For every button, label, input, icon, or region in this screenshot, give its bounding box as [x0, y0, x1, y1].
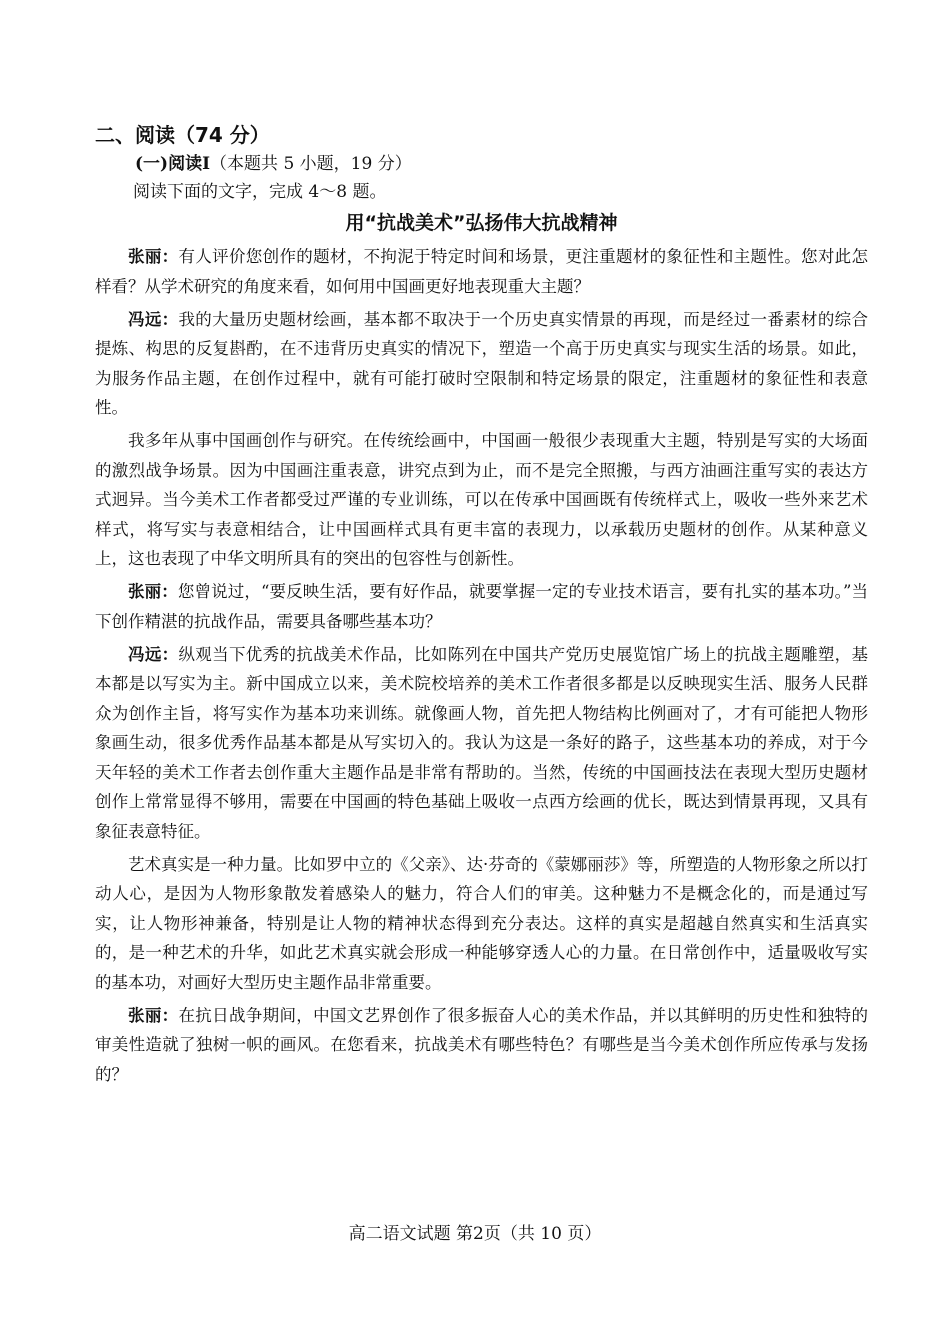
page-content — [95, 120, 868, 1093]
dialogue-paragraph — [95, 640, 868, 847]
speaker-label: 冯远： — [128, 309, 179, 329]
dialogue-paragraph — [95, 426, 868, 574]
paragraph-text: 您曾说过，“要反映生活，要有好作品，就要掌握一定的专业技术语言，要有扎实的基本功。”当下创作精湛的抗战作品，需要具备哪些基本功？ — [95, 582, 868, 631]
dialogue-paragraph — [95, 1001, 868, 1090]
section-title: 二、阅读（74 分） — [95, 123, 270, 147]
article-title: 用“抗战美术”弘扬伟大抗战精神 — [345, 212, 618, 234]
paragraph-text: 我的大量历史题材绘画，基本都不取决于一个历史真实情景的再现，而是经过一番素材的综合提炼、构思的反复斟酌，在不违背历史真实的情况下，塑造一个高于历史真实与现实生活的场景。如此，为服务作品主题，在创作过程中，就有可能打破时空限制和特定场景的限定，注重题材的象征性和表意性。 — [95, 309, 869, 417]
paragraph-text: 纵观当下优秀的抗战美术作品，比如陈列在中国共产党历史展览馆广场上的抗战主题雕塑，基本都是以写实为主。新中国成立以来，美术院校培养的美术工作者很多都是以反映现实生活、服务人民群众为创作主旨，将写实作为基本功来训练。就像画人物，首先把人物结构比例画对了，才有可能把人物形象画生动，很多优秀作品基本都是从写实切入的。我认为这是一条好的路子，这些基本功的养成，对于今天年轻的美术工作者去创作重大主题作品是非常有帮助的。当然，传统的中国画技法在表现大型历史题材创作上常常显得不够用，需要在中国画的特色基础上吸收一点西方绘画的优长，既达到情景再现，又具有象征表意特征。 — [95, 644, 869, 841]
speaker-label: 冯远： — [128, 644, 179, 664]
sub-section-label: (一)阅读Ⅰ — [135, 154, 211, 174]
sub-section-heading — [135, 152, 868, 180]
dialogue-paragraph — [95, 850, 868, 998]
dialogue-paragraph — [95, 305, 868, 423]
paragraph-text: 有人评价您创作的题材，不拘泥于特定时间和场景，更注重题材的象征性和主题性。您对此怎样看？从学术研究的角度来看，如何用中国画更好地表现重大主题？ — [95, 247, 869, 296]
reading-instruction: 阅读下面的文字，完成 4～8 题。 — [133, 182, 387, 202]
paragraph-text: 艺术真实是一种力量。比如罗中立的《父亲》、达·芬奇的《蒙娜丽莎》等，所塑造的人物形象之所以打动人心，是因为人物形象散发着感染人的魅力，符合人们的审美。这种魅力不是概念化的，而是通过写实，让人物形神兼备，特别是让人物的精神状态得到充分表达。这样的真实是超越自然真实和生活真实的，是一种艺术的升华，如此艺术真实就会形成一种能够穿透人心的力量。在日常创作中，适量吸收写实的基本功，对画好大型历史主题作品非常重要。 — [95, 854, 868, 992]
paragraph-text: 在抗日战争期间，中国文艺界创作了很多振奋人心的美术作品，并以其鲜明的历史性和独特的审美性造就了独树一帜的画风。在您看来，抗战美术有哪些特色？有哪些是当今美术创作所应传承与发扬的？ — [95, 1005, 869, 1084]
paragraph-text: 我多年从事中国画创作与研究。在传统绘画中，中国画一般很少表现重大主题，特别是写实的大场面的激烈战争场景。因为中国画注重表意，讲究点到为止，而不是完全照搬，与西方油画注重写实的表达方式迥异。当今美术工作者都受过严谨的专业训练，可以在传承中国画既有传统样式上，吸收一些外来艺术样式，将写实与表意相结合，让中国画样式具有更丰富的表现力，以承载历史题材的创作。从某种意义上，这也表现了中华文明所具有的突出的包容性与创新性。 — [95, 431, 868, 568]
sub-section-detail: （本题共 5 小题，19 分） — [210, 154, 412, 174]
dialogue-paragraph — [95, 577, 868, 636]
dialogue-paragraph — [95, 242, 868, 301]
page-footer: 高二语文试题 第2页（共 10 页） — [348, 1224, 602, 1244]
speaker-label: 张丽： — [128, 582, 178, 601]
speaker-label: 张丽： — [128, 1005, 179, 1025]
speaker-label: 张丽： — [128, 247, 179, 266]
